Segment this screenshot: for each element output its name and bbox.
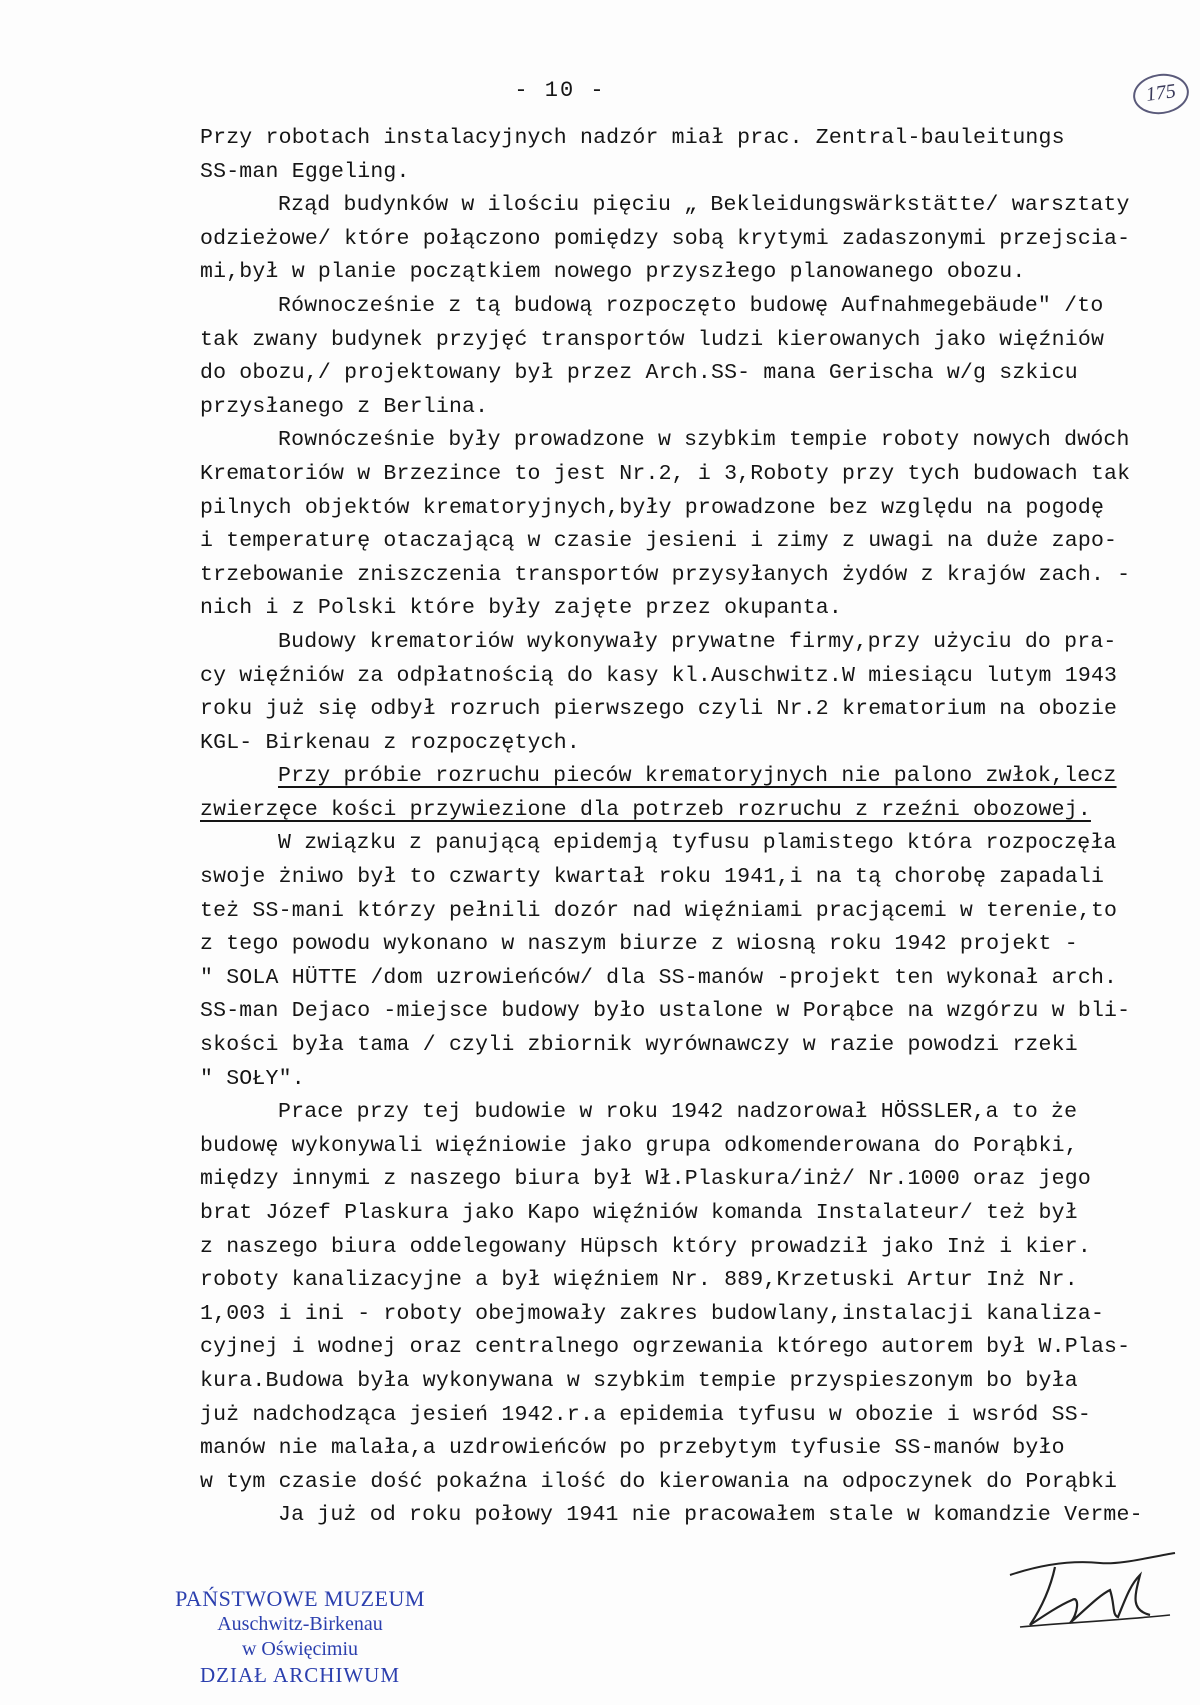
text-line: Rownócześnie były prowadzone w szybkim tempie roboty nowych dwóch xyxy=(278,428,1130,453)
text-line: cyjnej i wodnej oraz centralnego ogrzewania którego autorem był W.Plas- xyxy=(200,1335,1131,1360)
text-line: manów nie malała,a uzdrowieńców po przebytym tyfusie SS-manów było xyxy=(200,1436,1065,1461)
text-line: Budowy krematoriów wykonywały prywatne firmy,przy użyciu do pra- xyxy=(278,629,1117,654)
text-line: Ja już od roku połowy 1941 nie pracowałem stale w komandzie Verme- xyxy=(278,1503,1143,1528)
text-line: też SS-mani którzy pełnili dozór nad więźniami pracjącemi w terenie,to xyxy=(200,898,1118,923)
text-line: tak zwany budynek przyjęć transportów ludzi kierowanych jako więźniów xyxy=(200,327,1105,352)
stamp-department: DZIAŁ ARCHIWUM xyxy=(199,1663,401,1687)
text-line: Przy robotach instalacyjnych nadzór miał prac. Zentral-bauleitungs xyxy=(200,126,1065,150)
text-line: " SOŁY". xyxy=(200,1066,305,1091)
text-line: swoje żniwo był to czwarty kwartał roku 1941,i na tą chorobę zapadali xyxy=(200,865,1105,890)
text-line: SS-man Dejaco -miejsce budowy było ustalone w Porąbce na wzgórzu w bli- xyxy=(200,999,1131,1024)
text-line: mi,był w planie początkiem nowego przyszłego planowanego obozu. xyxy=(200,260,1026,285)
text-line: i temperaturę otaczającą w czasie jesieni i zimy z uwagi na duże zapo- xyxy=(200,529,1118,554)
archive-stamp xyxy=(160,1585,440,1689)
text-line: zwierzęce kości przywiezione dla potrzeb rozruchu z rzeźni obozowej. xyxy=(200,797,1091,822)
text-line: brat Józef Plaskura jako Kapo więźniów komanda Instalateur/ też był xyxy=(200,1201,1078,1225)
stamp-museum-name: PAŃSTWOWE MUZEUM xyxy=(175,1586,425,1611)
text-line: trzebowanie zniszczenia transportów przysyłanych żydów z krajów zach. - xyxy=(200,562,1131,587)
text-line: Prace przy tej budowie w roku 1942 nadzorował HÖSSLER,a to że xyxy=(278,1100,1078,1125)
text-line: Rząd budynków w ilościu pięciu „ Bekleidungswärkstätte/ warsztaty xyxy=(278,193,1130,218)
typewritten-body xyxy=(200,122,1190,1533)
archive-folio-number: 175 xyxy=(1130,70,1191,117)
text-line: budowę wykonywali więźniowie jako grupa odkomenderowana do Porąbki, xyxy=(200,1133,1078,1158)
text-line: Krematoriów w Brzezince to jest Nr.2, i 3,Roboty przy tych budowach tak xyxy=(200,461,1131,486)
text-line: w tym czasie dość pokaźna ilość do kierowania na odpoczynek do Porąbki xyxy=(200,1469,1118,1494)
text-line: SS-man Eggeling. xyxy=(200,159,410,184)
text-line: nich i z Polski które były zajęte przez okupanta. xyxy=(200,596,843,621)
text-line: kura.Budowa była wykonywana w szybkim tempie przyspieszonym bo była xyxy=(200,1368,1078,1393)
text-line: do obozu,/ projektowany był przez Arch.SS- mana Gerischa w/g szkicu xyxy=(200,361,1078,386)
text-line: KGL- Birkenau z rozpoczętych. xyxy=(200,730,580,755)
text-line: roku już się odbył rozruch pierwszego czyli Nr.2 krematorium na obozie xyxy=(200,697,1118,722)
text-line: " SOLA HÜTTE /dom uzrowieńców/ dla SS-manów -projekt ten wykonał arch. xyxy=(200,965,1118,990)
stamp-location: w Oświęcimiu xyxy=(241,1638,359,1660)
text-line: pilnych objektów krematoryjnych,były prowadzone bez względu na pogodę xyxy=(200,495,1105,520)
signature-icon xyxy=(1000,1545,1180,1635)
text-line: W związku z panującą epidemją tyfusu plamistego która rozpoczęła xyxy=(278,831,1117,856)
text-line: skości była tama / czyli zbiornik wyrównawczy w razie powodzi rzeki xyxy=(200,1033,1078,1058)
text-line: odzieżowe/ które połączono pomiędzy sobą krytymi zadaszonymi przejscia- xyxy=(200,226,1131,251)
text-line: już nadchodząca jesień 1942.r.a epidemia tyfusu w obozie i wsród SS- xyxy=(200,1402,1091,1427)
text-line: Równocześnie z tą budową rozpoczęto budowę Aufnahmegebäude" /to xyxy=(278,293,1104,318)
text-line: przysłanego z Berlina. xyxy=(200,394,489,419)
text-line: Przy próbie rozruchu pieców krematoryjnych nie palono zwłok,lecz xyxy=(278,764,1117,789)
text-line: z naszego biura oddelegowany Hüpsch który prowadził jako Inż i kier. xyxy=(200,1234,1091,1259)
text-line: cy więźniów za odpłatnością do kasy kl.Auschwitz.W miesiącu lutym 1943 xyxy=(200,663,1118,688)
stamp-institution: Auschwitz-Birkenau xyxy=(217,1613,383,1635)
text-line: z tego powodu wykonano w naszym biurze z wiosną roku 1942 projekt - xyxy=(200,932,1078,957)
page-number: - 10 - xyxy=(514,78,606,103)
text-line: roboty kanalizacyjne a był więźniem Nr. 889,Krzetuski Artur Inż Nr. xyxy=(200,1268,1078,1293)
text-line: 1,003 i ini - roboty obejmowały zakres budowlany,instalacji kanaliza- xyxy=(200,1301,1105,1326)
text-line: między innymi z naszego biura był Wł.Plaskura/inż/ Nr.1000 oraz jego xyxy=(200,1167,1091,1192)
